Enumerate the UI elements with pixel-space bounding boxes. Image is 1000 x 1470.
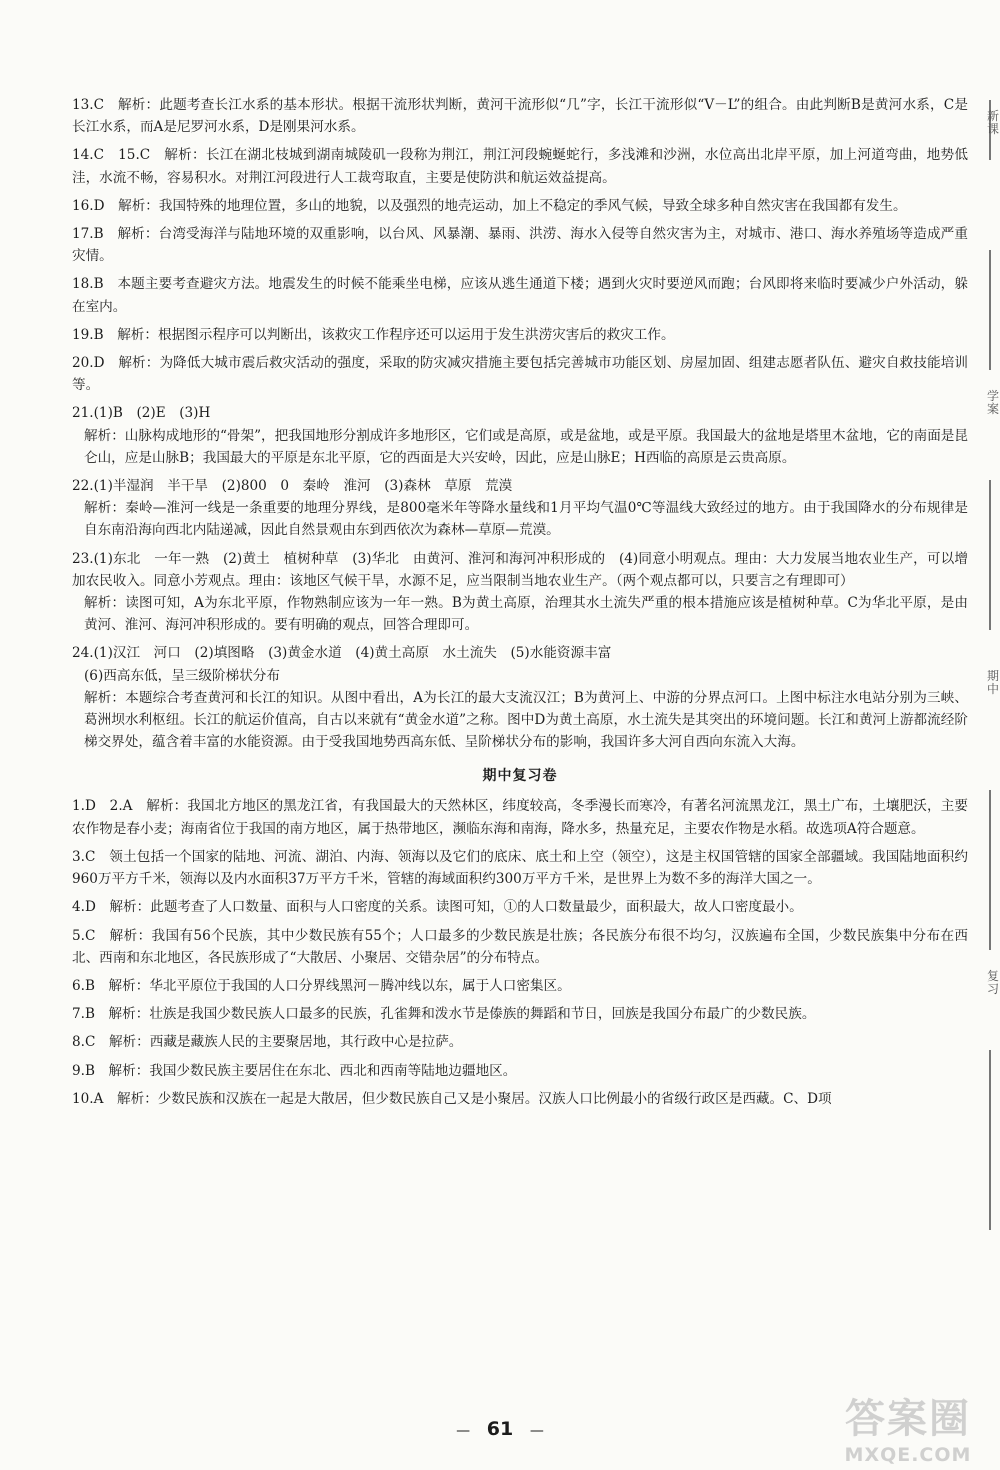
- answer-item: [72, 925, 968, 969]
- answer-item: [72, 352, 968, 396]
- answers-section-unit: [72, 94, 968, 753]
- answer-item: [72, 223, 968, 267]
- answer-content: [72, 94, 968, 1116]
- side-text: 期中: [986, 669, 999, 696]
- answer-text: 24.(1)汉江 河口 (2)填图略 (3)黄金水道 (4)黄土高原 水土流失 (5)水能资源丰富: [72, 645, 612, 662]
- answer-text: 7.B 解析：壮族是我国少数民族人口最多的民族，孔雀舞和泼水节是傣族的舞蹈和节日，回族是我国分布最广的少数民族。: [72, 1006, 816, 1023]
- answer-item: [72, 1031, 968, 1053]
- answer-text: 1.D 2.A 解析：我国北方地区的黑龙江省，有我国最大的天然林区，纬度较高，冬季漫长而寒冷，有著名河流黑龙江，黑土广布，土壤肥沃，主要农作物是春小麦；海南省位于我国的南方地区，属于热带地区，濒临东海和南海，降水多，热量充足，主要农作物是水稻。故选项A符合题意。: [72, 798, 968, 837]
- answer-item: [72, 94, 968, 138]
- side-bar: [989, 790, 991, 950]
- answer-item: [72, 144, 968, 188]
- answer-item: [72, 324, 968, 346]
- answer-item: [72, 195, 968, 217]
- answer-item: [72, 475, 968, 542]
- side-bar: [989, 250, 991, 370]
- side-bar: [989, 1050, 991, 1230]
- watermark-url: MXQE.COM: [844, 1444, 972, 1466]
- answer-explanation: (6)西高东低，呈三级阶梯状分布: [84, 667, 280, 684]
- side-bar: [989, 480, 991, 630]
- answer-item: [72, 548, 968, 637]
- footer-dash: —: [456, 1423, 471, 1439]
- answer-item: [72, 273, 968, 317]
- answers-section-midterm: [72, 795, 968, 1109]
- answer-text: 16.D 解析：我国特殊的地理位置，多山的地貌，以及强烈的地壳运动，加上不稳定的季风气候，导致全球多种自然灾害在我国都有发生。: [72, 197, 907, 214]
- side-text: 学案: [986, 389, 999, 416]
- watermark: [822, 1387, 994, 1466]
- footer-dash: —: [529, 1423, 544, 1439]
- side-text: 新课: [986, 109, 999, 136]
- watermark-logo: 答案圈: [845, 1396, 971, 1442]
- answer-item: [72, 846, 968, 890]
- side-binding-strip: [986, 90, 1000, 1420]
- answer-text: 18.B 本题主要考查避灾方法。地震发生的时候不能乘坐电梯，应该从逃生通道下楼；遇到火灾时要逆风而跑；台风即将来临时要减少户外活动，躲在室内。: [72, 276, 968, 315]
- answer-explanation: 解析：秦岭—淮河一线是一条重要的地理分界线，是800毫米年等降水量线和1月平均气温0℃等温线大致经过的地方。由于我国降水的分布规律是自东南沿海向西北内陆递减，因此自然景观由东到西依次为森林—草原—荒漠。: [84, 500, 968, 539]
- answer-text: 9.B 解析：我国少数民族主要居住在东北、西北和西南等陆地边疆地区。: [72, 1062, 517, 1079]
- answer-item: [72, 1060, 968, 1082]
- answer-item: [72, 975, 968, 997]
- answer-text: 10.A 解析：少数民族和汉族在一起是大散居，但少数民族自己又是小聚居。汉族人口比例最小的省级行政区是西藏。C、D项: [72, 1090, 832, 1107]
- answer-text: 22.(1)半湿润 半干旱 (2)800 0 秦岭 淮河 (3)森林 草原 荒漠: [72, 478, 513, 495]
- answer-text: 5.C 解析：我国有56个民族，其中少数民族有55个；人口最多的少数民族是壮族；各民族分布很不均匀，汉族遍布全国，少数民族集中分布在西北、西南和东北地区，各民族形成了“大散居、小聚居、交错杂居”的分布特点。: [72, 927, 968, 966]
- answer-item: [72, 795, 968, 839]
- answer-text: 3.C 领土包括一个国家的陆地、河流、湖泊、内海、领海以及它们的底床、底土和上空（领空），这是主权国管辖的国家全部疆域。我国陆地面积约960万平方千米，领海以及内水面积37万平方千米，管辖的海域面积约300万平方千米，是世界上为数不多的海洋大国之一。: [72, 848, 968, 888]
- answer-explanation: 解析：本题综合考查黄河和长江的知识。从图中看出，A为长江的最大支流汉江；B为黄河上、中游的分界点河口。上图中标注水电站分别为三峡、葛洲坝水利枢纽。长江的航运价值高，自古以来就有“黄金水道”之称。图中D为黄土高原，水土流失是其突出的环境问题。长江和黄河上游都流经阶梯交界处，蕴含着丰富的水能资源。由于受我国地势西高东低、呈阶梯状分布的影响，我国许多大河自西向东流入大海。: [84, 689, 968, 751]
- answer-item: [72, 896, 968, 918]
- answer-item: [72, 1088, 968, 1110]
- answer-text: 4.D 解析：此题考查了人口数量、面积与人口密度的关系。读图可知，①的人口数量最少，面积最大，故人口密度最小。: [72, 899, 803, 916]
- answer-text: 8.C 解析：西藏是藏族人民的主要聚居地，其行政中心是拉萨。: [72, 1034, 463, 1051]
- side-text: 复习: [986, 969, 999, 996]
- answer-item: [72, 402, 968, 469]
- answer-text: 23.(1)东北 一年一熟 (2)黄土 植树种草 (3)华北 由黄河、淮河和海河冲积形成的 (4)同意小明观点。理由：大力发展当地农业生产，可以增加农民收入。同意小芳观点。理由：该地区气候干旱，水源不足，应当限制当地农业生产。（两个观点都可以，只要言之有理即可）: [72, 550, 968, 589]
- page-number: 61: [486, 1418, 514, 1440]
- answer-text: 19.B 解析：根据图示程序可以判断出，该救灾工作程序还可以运用于发生洪涝灾害后的救灾工作。: [72, 326, 675, 343]
- answer-explanation: 解析：山脉构成地形的“骨架”，把我国地形分割成许多地形区，它们或是高原，或是盆地，或是平原。我国最大的盆地是塔里木盆地，它的南面是昆仑山，应是山脉B；我国最大的平原是东北平原，它的西面是大兴安岭，因此，应是山脉E；H西临的高原是云贵高原。: [84, 427, 968, 466]
- answer-text: 6.B 解析：华北平原位于我国的人口分界线黑河－腾冲线以东，属于人口密集区。: [72, 977, 571, 994]
- answer-text: 17.B 解析：台湾受海洋与陆地环境的双重影响，以台风、风暴潮、暴雨、洪涝、海水入侵等自然灾害为主，对城市、港口、海水养殖场等造成严重灾情。: [72, 226, 968, 265]
- answer-item: [72, 1003, 968, 1025]
- answer-item: [72, 642, 968, 753]
- answer-text: 21.(1)B (2)E (3)H: [72, 405, 211, 422]
- answer-text: 14.C 15.C 解析：长江在湖北枝城到湖南城陵矶一段称为荆江，荆江河段蜿蜒蛇行，多浅滩和沙洲，水位高出北岸平原，加上河道弯曲，地势低洼，水流不畅，容易积水。对荆江河段进行人工裁弯取直，主要是使防洪和航运效益提高。: [72, 147, 968, 186]
- section-title: 期中复习卷: [482, 768, 558, 785]
- answer-text: 13.C 解析：此题考查长江水系的基本形状。根据干流形状判断，黄河干流形似“几”字，长江干流形似“V－L”的组合。由此判断B是黄河水系，C是长江水系，而A是尼罗河水系，D是刚果河水系。: [72, 97, 968, 136]
- answer-explanation: 解析：读图可知，A为东北平原，作物熟制应该为一年一熟。B为黄土高原，治理其水土流失严重的根本措施应该是植树种草。C为华北平原，是由黄河、淮河、海河冲积形成的。要有明确的观点，回答合理即可。: [84, 595, 968, 634]
- answer-text: 20.D 解析：为降低大城市震后救灾活动的强度，采取的防灾减灾措施主要包括完善城市功能区划、房屋加固、组建志愿者队伍、避灾自救技能培训等。: [72, 355, 968, 394]
